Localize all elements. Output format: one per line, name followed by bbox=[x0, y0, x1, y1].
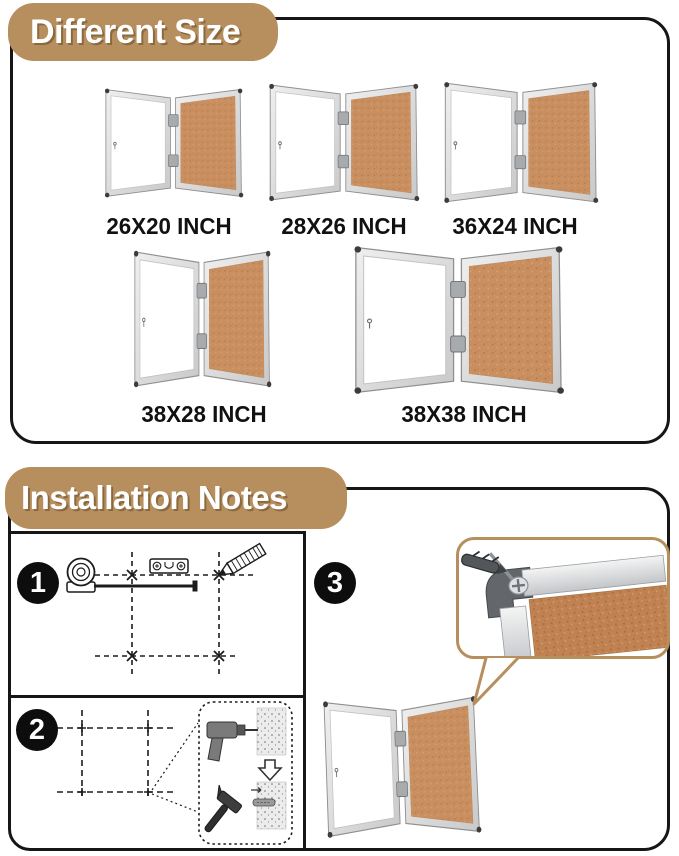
cabinet-board-illustration bbox=[319, 690, 482, 843]
dashed-guide-lines bbox=[57, 728, 174, 792]
callout-leader-lines bbox=[152, 723, 198, 812]
size-label: 28X26 INCH bbox=[281, 213, 407, 239]
spirit-level-icon bbox=[150, 559, 188, 573]
different-size-title: Different Size bbox=[30, 12, 241, 51]
cross-mark-icon bbox=[78, 724, 152, 796]
cabinet-board-illustration bbox=[350, 240, 565, 400]
corner-mount-callout bbox=[456, 537, 670, 659]
size-label: 36X24 INCH bbox=[452, 213, 578, 239]
cabinet-board-illustration bbox=[266, 79, 420, 206]
cabinet-board-illustration bbox=[441, 77, 599, 208]
wall-patch bbox=[257, 708, 286, 755]
board-corner-detail bbox=[459, 540, 667, 656]
cross-mark-icon bbox=[127, 570, 224, 661]
cabinet-board-illustration bbox=[131, 245, 272, 393]
size-label: 38X28 INCH bbox=[141, 401, 267, 427]
cork-surface bbox=[529, 585, 667, 656]
step-number-badge: 3 bbox=[314, 562, 356, 604]
cabinet-board-illustration bbox=[102, 84, 244, 202]
step-number-badge: 1 bbox=[17, 562, 59, 604]
installation-notes-header bbox=[5, 467, 347, 529]
step-number-badge: 2 bbox=[16, 709, 58, 751]
size-label: 26X20 INCH bbox=[106, 213, 232, 239]
frame-left-bar bbox=[500, 606, 532, 656]
step1-panel bbox=[8, 531, 306, 698]
installation-notes-title: Installation Notes bbox=[21, 479, 288, 516]
size-label: 38X38 INCH bbox=[401, 401, 527, 427]
dashed-guide-lines bbox=[82, 710, 148, 800]
callout-tail bbox=[466, 655, 520, 707]
different-size-header bbox=[8, 3, 278, 61]
step1-diagram bbox=[11, 534, 303, 695]
wall-anchor-icon bbox=[460, 547, 510, 576]
